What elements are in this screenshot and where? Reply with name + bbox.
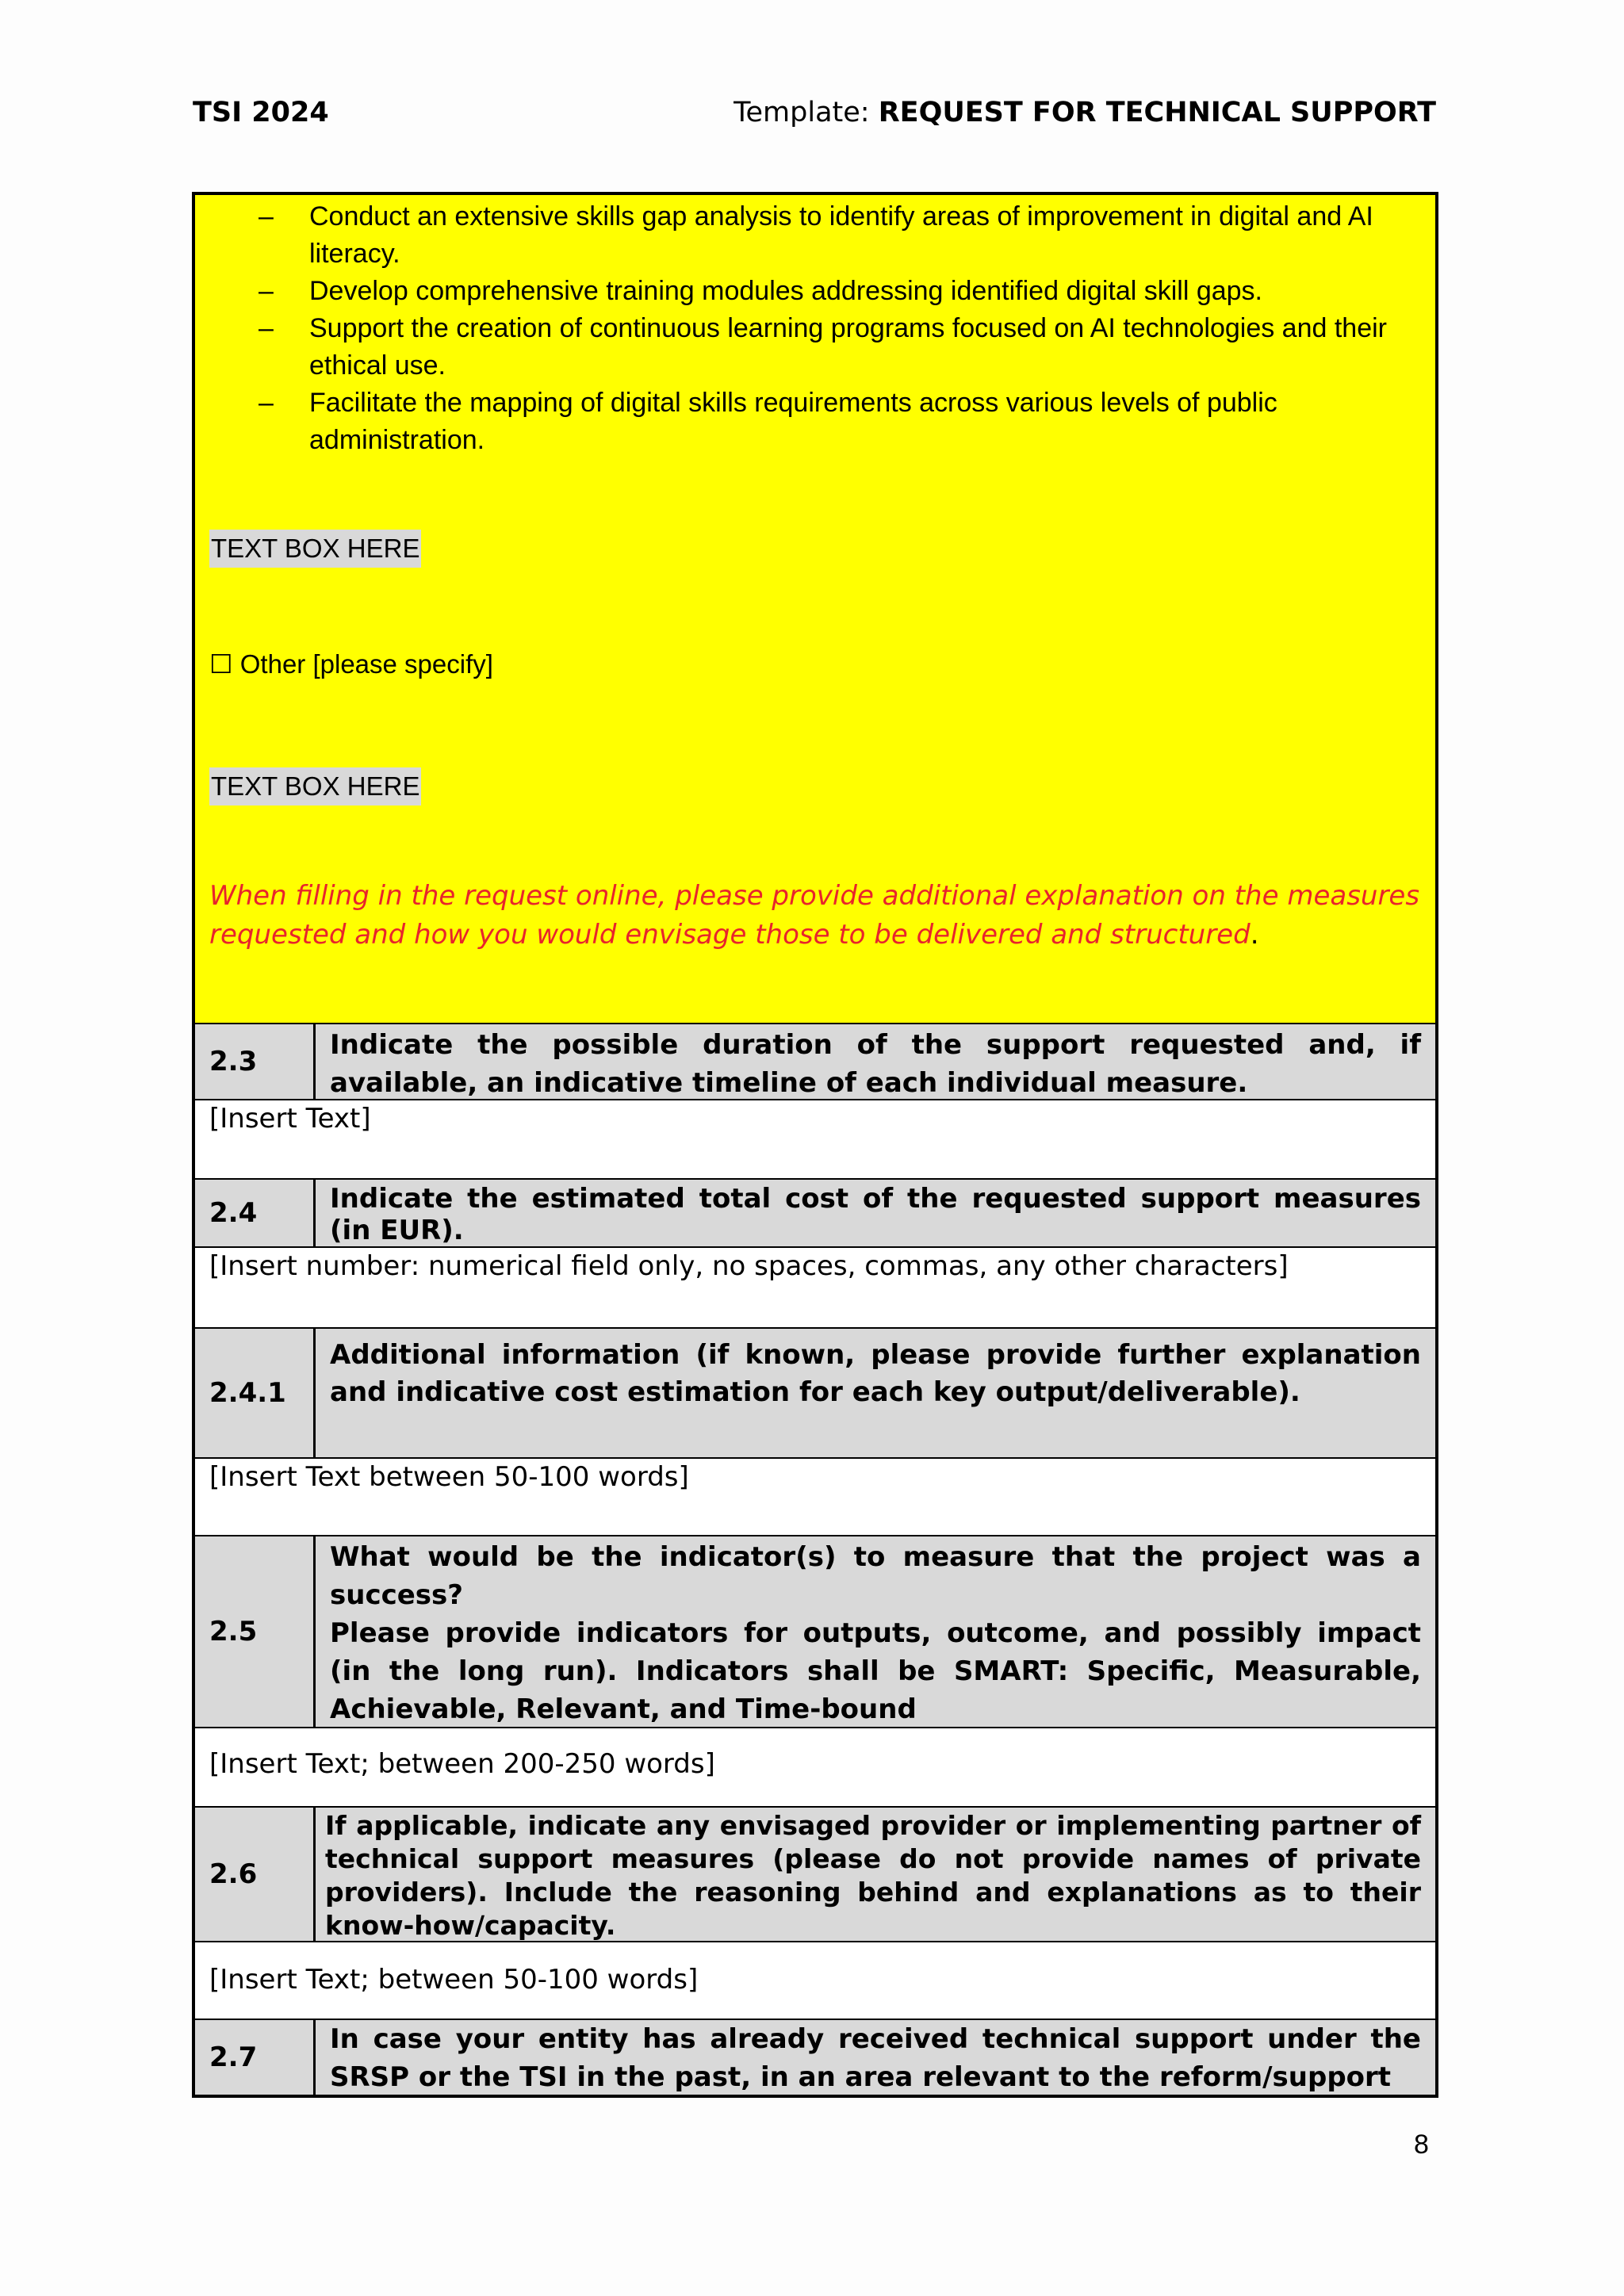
text-box-field-2[interactable]: TEXT BOX HERE	[209, 767, 421, 806]
answer-row-2-3[interactable]	[195, 1100, 1435, 1178]
question-number: 2.6	[195, 1808, 316, 1941]
checkbox-icon[interactable]: ☐	[209, 649, 233, 679]
answer-field[interactable]: [Insert Text between 50-100 words]	[209, 1461, 689, 1493]
question-row-2-5	[195, 1535, 1435, 1728]
list-item	[259, 198, 1416, 273]
answer-row-2-4-1[interactable]	[195, 1459, 1435, 1535]
answer-field[interactable]: [Insert Text]	[209, 1103, 371, 1135]
dash-bullet-icon: –	[259, 276, 274, 306]
instruction-note-text: When filling in the request online, please provide additional explanation on the measures requested and how you would envisage those to be delivered and structured	[209, 880, 1420, 951]
question-row-2-4	[195, 1178, 1435, 1248]
question-row-2-4-1	[195, 1327, 1435, 1459]
page-number: 8	[1414, 2130, 1429, 2160]
measures-list	[259, 198, 1416, 459]
list-item-text: Develop comprehensive training modules addressing identified digital skill gaps.	[309, 276, 1263, 306]
question-row-2-3	[195, 1023, 1435, 1100]
header-template-label	[733, 97, 1436, 128]
question-text: If applicable, indicate any envisaged provider or implementing partner of technical support measures (please do not provide names of private providers). Include the reasoning behind and explanations as to their know-how/capacity.	[325, 1810, 1421, 1941]
question-number: 2.5	[195, 1536, 316, 1727]
other-option-label: Other [please specify]	[239, 649, 493, 679]
text-box-field-1[interactable]: TEXT BOX HERE	[209, 530, 421, 568]
highlighted-section	[195, 195, 1435, 1024]
question-text: In case your entity has already received technical support under the SRSP or the TSI in the past, in an area relevant to the reform/support	[330, 2023, 1421, 2093]
question-row-2-7	[195, 2019, 1435, 2095]
header-template-name: REQUEST FOR TECHNICAL SUPPORT	[878, 97, 1436, 128]
answer-row-2-4[interactable]	[195, 1248, 1435, 1327]
answer-row-2-5[interactable]	[195, 1728, 1435, 1806]
list-item-text: Facilitate the mapping of digital skills requirements across various levels of public administration.	[309, 388, 1277, 455]
answer-row-2-6[interactable]	[195, 1942, 1435, 2019]
dash-bullet-icon: –	[259, 388, 274, 418]
header-title: TSI 2024	[193, 97, 329, 128]
header-template-prefix: Template:	[733, 97, 879, 128]
dash-bullet-icon: –	[259, 201, 274, 232]
question-text: Additional information (if known, please provide further explanation and indicative cost estimation for each key output/deliverable).	[330, 1339, 1421, 1408]
answer-field[interactable]: [Insert number: numerical field only, no spaces, commas, any other characters]	[209, 1250, 1289, 1282]
question-text-block	[330, 1538, 1421, 1728]
list-item-text: Conduct an extensive skills gap analysis to identify areas of improvement in digital and AI literacy.	[309, 201, 1373, 269]
instruction-note-period: .	[1250, 919, 1259, 951]
list-item	[259, 310, 1416, 385]
question-text: Indicate the possible duration of the support requested and, if available, an indicative timeline of each individual measure.	[330, 1029, 1421, 1099]
other-option[interactable]	[209, 647, 493, 682]
question-text: Indicate the estimated total cost of the requested support measures (in EUR).	[330, 1183, 1421, 1246]
question-text-extra: Please provide indicators for outputs, outcome, and possibly impact (in the long run). Indicators shall be SMART: Specific, Measurable, Achievable, Relevant, and Time-bound	[330, 1617, 1421, 1725]
instruction-note	[209, 877, 1431, 955]
list-item	[259, 273, 1416, 310]
dash-bullet-icon: –	[259, 313, 274, 343]
list-item-text: Support the creation of continuous learning programs focused on AI technologies and their ethical use.	[309, 313, 1387, 381]
question-number: 2.7	[195, 2020, 316, 2095]
question-text: What would be the indicator(s) to measure that the project was a success?	[330, 1541, 1421, 1611]
answer-field[interactable]: [Insert Text; between 50-100 words]	[209, 1964, 699, 1996]
question-number: 2.4.1	[195, 1329, 316, 1457]
answer-field[interactable]: [Insert Text; between 200-250 words]	[209, 1748, 715, 1780]
question-number: 2.4	[195, 1180, 316, 1246]
question-row-2-6	[195, 1806, 1435, 1942]
form-table	[192, 192, 1438, 2098]
list-item	[259, 385, 1416, 459]
question-number: 2.3	[195, 1024, 316, 1099]
